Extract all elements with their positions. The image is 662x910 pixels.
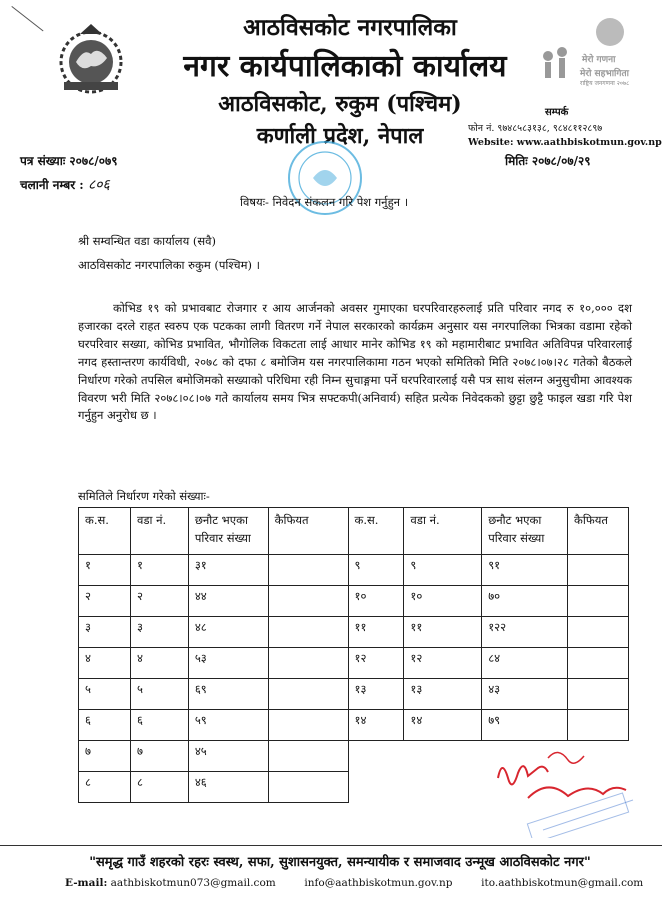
cell-ward: ५ xyxy=(130,679,188,710)
cell-serial: १३ xyxy=(348,679,404,710)
cell-serial: ३ xyxy=(79,617,131,648)
cell-families: १२२ xyxy=(482,617,568,648)
cell-serial: १ xyxy=(79,555,131,586)
cell-families: ४४ xyxy=(188,586,268,617)
campaign-line-3: राष्ट्रिय जनगणना २०७८ xyxy=(580,80,630,87)
addressee-line-1: श्री सम्वन्धित वडा कार्यालय (सवै) xyxy=(78,234,217,248)
contact-website: Website: www.aathbiskotmun.gov.np xyxy=(468,137,662,148)
corner-mark xyxy=(11,6,43,31)
cell-families: ४८ xyxy=(188,617,268,648)
cell-families: ४६ xyxy=(188,772,268,803)
email-link-3[interactable]: ito.aathbiskotmun@gmail.com xyxy=(481,877,644,889)
table-row xyxy=(79,617,629,648)
dispatch-value: ८०६ xyxy=(87,177,110,193)
letter-subject: विषयः- निवेदन संकलन गरि पेश गर्नुहुन । xyxy=(240,195,409,209)
header-remarks: कैफियत xyxy=(268,508,348,555)
contact-phone: फोन नं. ९७४८५८३१३८, ९८४८११२८९७ xyxy=(468,123,603,134)
cell-serial: ७ xyxy=(79,741,131,772)
cell-ward: २ xyxy=(130,586,188,617)
cell-serial: ११ xyxy=(348,617,404,648)
cell-remarks xyxy=(268,710,348,741)
cell-remarks xyxy=(268,741,348,772)
cell-ward: ८ xyxy=(130,772,188,803)
table-row xyxy=(79,555,629,586)
cell-serial: ४ xyxy=(79,648,131,679)
office-location: आठविसकोट, रुकुम (पश्चिम) xyxy=(218,91,462,117)
cell-ward: ९ xyxy=(404,555,482,586)
cell-families: ७० xyxy=(482,586,568,617)
header-serial: क.स. xyxy=(79,508,131,555)
dispatch-label: चलानी नम्बर : xyxy=(20,178,84,192)
cell-families: ४३ xyxy=(482,679,568,710)
table-row xyxy=(79,679,629,710)
cell-families: ६९ xyxy=(188,679,268,710)
cell-remarks xyxy=(568,648,629,679)
header-remarks: कैफियत xyxy=(568,508,629,555)
letter-body: कोभिड १९ को प्रभावबाट रोजगार र आय आर्जनको अवसर गुमाएका घरपरिवारहरुलाई प्रति परिवार नगद रु १०,००० दश हजारका दरले राहत स्वरुप एक पटकका लागी वितरण गर्ने नेपाल सरकारको कार्यक्रम अनुसार यस नगरपालिका भित्रका वडामा रहेको घरपरिवार सख्या, कोभिड प्रभावित, भौगोलिक विकटता लाई आधार मानेर कोभिड १९ को महामारीबाट प्रभावित अतिविपन्न परिवारलाई नगद हस्तान्तरण कार्यविधी, २०७८ को दफा ८ बमोजिम यस नगरपालिकामा गठन भएको समितिको मिति २०७८।०७।२८ गतेको बैठकले निर्धारण गरेको तपसिल बमोजिमको सख्याको परिधिमा रही निम्न सुचाङ्गमा पर्ने घरपरिवारलाई यसै पत्र साथ संलग्न अनुसुचीमा आवश्यक विवरण भरी मिति २०७८।०८।०७ गते कार्यालय समय भित्र सफ्टकपी(अनिवार्य) सहित प्रत्येक निवेदकको छुट्टा छुट्टै फाइल खडा गरि पेश गर्नुहुन अनुरोध छ । xyxy=(78,301,632,423)
cell-remarks xyxy=(268,772,348,803)
header-families: छनौट भएका परिवार संख्या xyxy=(482,508,568,555)
cell-remarks xyxy=(568,555,629,586)
cell-ward: १३ xyxy=(404,679,482,710)
dispatch-number xyxy=(20,175,110,194)
email-label: E-mail: xyxy=(65,877,108,889)
cell-ward: ३ xyxy=(130,617,188,648)
header-ward: वडा नं. xyxy=(130,508,188,555)
footer-motto: "समृद्ध गाउँ शहरको रहरः स्वस्थ, सफा, सुशासनयुक्त, समन्यायीक र समाजवाद उन्मूख आठविसकोट नगर" xyxy=(89,855,591,870)
cell-families: ७९ xyxy=(482,710,568,741)
cell-remarks xyxy=(268,555,348,586)
header-ward: वडा नं. xyxy=(404,508,482,555)
municipality-name: आठविसकोट नगरपालिका xyxy=(243,14,457,41)
cell-families: ५९ xyxy=(188,710,268,741)
committee-line: समितिले निर्धारण गरेको संख्याः- xyxy=(78,489,210,503)
cell-families: ४५ xyxy=(188,741,268,772)
cell-remarks xyxy=(568,710,629,741)
table-row xyxy=(79,710,629,741)
cell-remarks xyxy=(568,679,629,710)
signature-stamp-icon xyxy=(488,738,638,838)
cell-serial: ८ xyxy=(79,772,131,803)
campaign-line-2: मेरो सहभागिता xyxy=(580,69,629,79)
province-country: कर्णाली प्रदेश, नेपाल xyxy=(256,123,424,149)
cell-remarks xyxy=(268,617,348,648)
letter-date: मितिः २०७८/०७/२९ xyxy=(505,154,591,168)
footer-emails xyxy=(65,877,643,889)
cell-serial: १४ xyxy=(348,710,404,741)
cell-ward: १२ xyxy=(404,648,482,679)
cell-families: ८४ xyxy=(482,648,568,679)
cell-remarks xyxy=(268,648,348,679)
cell-serial: २ xyxy=(79,586,131,617)
reference-number: पत्र संख्याः २०७८/०७९ xyxy=(20,154,118,168)
cell-serial: ९ xyxy=(348,555,404,586)
cell-families: ३१ xyxy=(188,555,268,586)
cell-serial: ६ xyxy=(79,710,131,741)
email-link-1[interactable]: aathbiskotmun073@gmail.com xyxy=(110,877,276,889)
cell-ward: १० xyxy=(404,586,482,617)
cell-ward: १ xyxy=(130,555,188,586)
cell-remarks xyxy=(568,617,629,648)
footer-divider xyxy=(0,845,662,846)
table-header-row xyxy=(79,508,629,555)
cell-serial: ५ xyxy=(79,679,131,710)
cell-ward: ४ xyxy=(130,648,188,679)
header-serial: क.स. xyxy=(348,508,404,555)
cell-remarks xyxy=(268,679,348,710)
cell-ward: ६ xyxy=(130,710,188,741)
email-link-2[interactable]: info@aathbiskotmun.gov.np xyxy=(304,877,453,889)
census-campaign-logo xyxy=(540,16,650,96)
cell-remarks xyxy=(568,586,629,617)
cell-serial: १२ xyxy=(348,648,404,679)
table-row xyxy=(79,648,629,679)
cell-ward: ११ xyxy=(404,617,482,648)
office-title: नगर कार्यपालिकाको कार्यालय xyxy=(183,49,507,84)
addressee-line-2: आठविसकोट नगरपालिका रुकुम (पश्चिम) । xyxy=(78,258,260,272)
contact-title: सम्पर्क xyxy=(545,107,569,118)
cell-serial: १० xyxy=(348,586,404,617)
table-row xyxy=(79,586,629,617)
cell-families: ५३ xyxy=(188,648,268,679)
cell-ward: ७ xyxy=(130,741,188,772)
cell-ward: १४ xyxy=(404,710,482,741)
campaign-line-1: मेरो गणना xyxy=(582,55,616,65)
cell-remarks xyxy=(268,586,348,617)
government-emblem-icon xyxy=(50,18,132,100)
header-families: छनौट भएका परिवार संख्या xyxy=(188,508,268,555)
cell-families: ९१ xyxy=(482,555,568,586)
